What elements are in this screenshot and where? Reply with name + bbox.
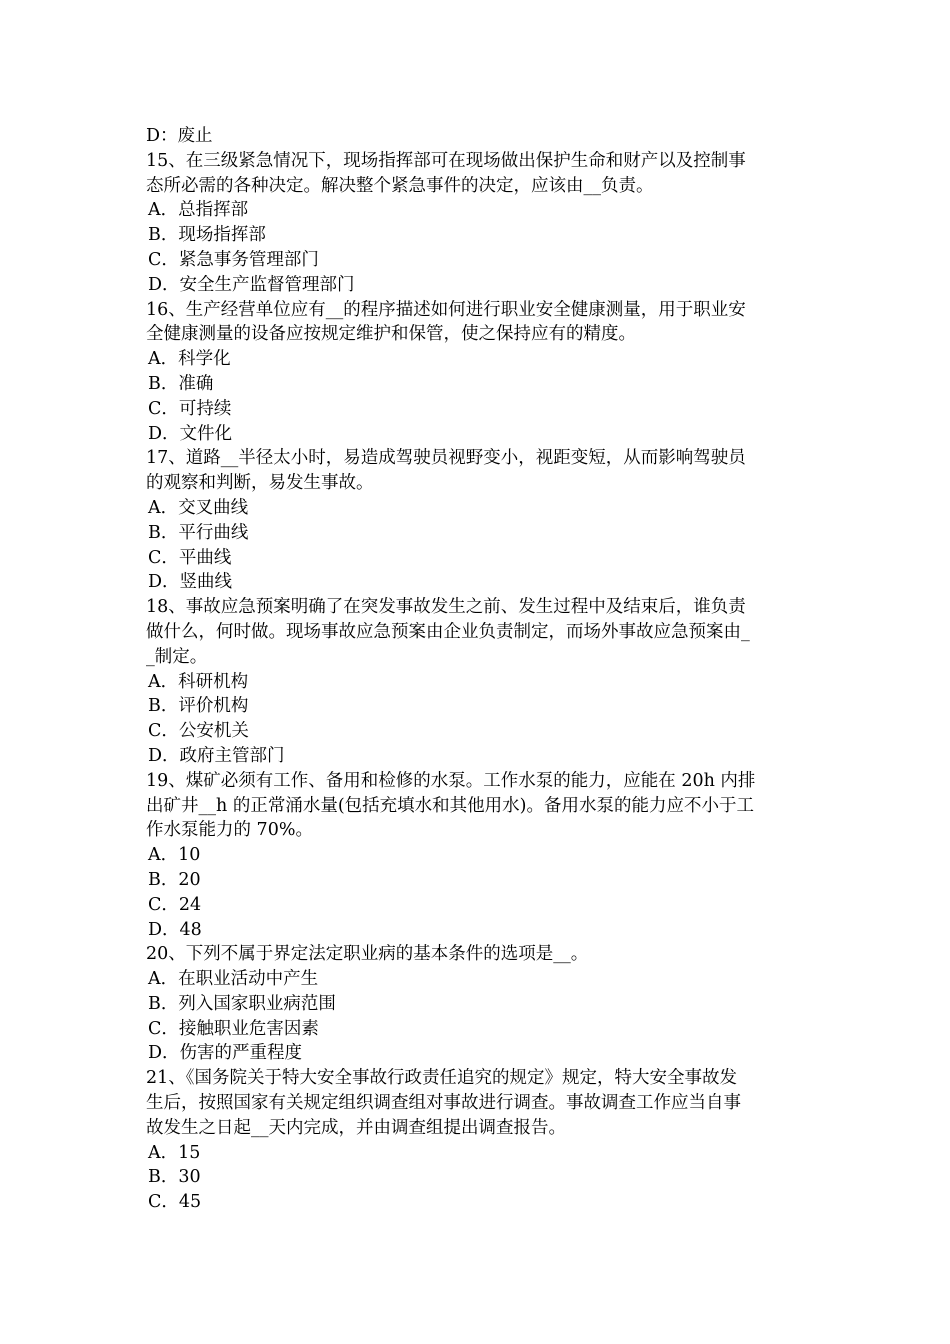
option-b: B．评价机构 — [148, 696, 249, 717]
option-a: A．总指挥部 — [148, 200, 249, 221]
option-d: D．48 — [148, 919, 202, 940]
question-18 — [146, 595, 810, 769]
question-text-line: 全健康测量的设备应按规定维护和保管，使之保持应有的精度。 — [146, 324, 636, 345]
option-c: C．24 — [148, 894, 202, 915]
question-text-line: 的观察和判断，易发生事故。 — [146, 473, 374, 494]
question-text-line: 生后，按照国家有关规定组织调查组对事故进行调查。事故调查工作应当自事 — [146, 1093, 741, 1114]
option-d: D．文件化 — [148, 423, 233, 444]
question-21 — [146, 1066, 810, 1215]
option-a: A．15 — [148, 1142, 201, 1163]
option-c: C．平曲线 — [148, 547, 232, 568]
option-a: A．10 — [148, 845, 201, 866]
option-c: C．45 — [148, 1192, 202, 1213]
question-text-line: 出矿井__h 的正常涌水量(包括充填水和其他用水)。备用水泵的能力应不小于工 — [146, 795, 754, 816]
question-text-line: 20、下列不属于界定法定职业病的基本条件的选项是__。 — [146, 944, 589, 965]
question-text-line: 做什么，何时做。现场事故应急预案由企业负责制定，而场外事故应急预案由_ — [146, 621, 750, 642]
previous-option: D：废止 — [146, 126, 213, 146]
option-c: C．公安机关 — [148, 721, 249, 742]
question-text-line: 18、事故应急预案明确了在突发事故发生之前、发生过程中及结束后，谁负责 — [146, 597, 746, 618]
option-b: B．列入国家职业病范围 — [148, 993, 336, 1014]
option-a: A．科学化 — [148, 349, 231, 370]
question-text-line: _制定。 — [146, 646, 208, 667]
option-d: D．伤害的严重程度 — [148, 1043, 303, 1064]
option-b: B．准确 — [148, 373, 214, 394]
option-d: D．竖曲线 — [148, 572, 233, 593]
question-20 — [146, 942, 810, 1066]
question-text-line: 21、《国务院关于特大安全事故行政责任追究的规定》规定，特大安全事故发 — [146, 1068, 738, 1089]
question-text-line: 作水泵能力的 70%。 — [146, 820, 313, 841]
option-a: A．科研机构 — [148, 671, 249, 692]
question-15 — [146, 149, 810, 298]
option-c: C．紧急事务管理部门 — [148, 249, 319, 270]
question-16 — [146, 298, 810, 447]
option-b: B．30 — [148, 1167, 201, 1188]
option-b: B．平行曲线 — [148, 522, 249, 543]
question-text-line: 16、生产经营单位应有__的程序描述如何进行职业安全健康测量，用于职业安 — [146, 299, 746, 320]
question-text-line: 态所必需的各种决定。解决整个紧急事件的决定，应该由__负责。 — [146, 175, 654, 196]
question-text-line: 19、煤矿必须有工作、备用和检修的水泵。工作水泵的能力，应能在 20h 内排 — [146, 770, 756, 791]
question-text-line: 15、在三级紧急情况下，现场指挥部可在现场做出保护生命和财产以及控制事 — [146, 150, 746, 171]
option-b: B．现场指挥部 — [148, 225, 266, 246]
option-a: A．交叉曲线 — [148, 497, 249, 518]
option-c: C．可持续 — [148, 398, 232, 419]
option-d: D．安全生产监督管理部门 — [148, 274, 355, 295]
option-b: B．20 — [148, 869, 201, 890]
question-text-line: 17、道路__半径太小时，易造成驾驶员视野变小，视距变短，从而影响驾驶员 — [146, 448, 746, 469]
question-19 — [146, 769, 810, 943]
option-a: A．在职业活动中产生 — [148, 969, 319, 990]
question-text-line: 故发生之日起__天内完成，并由调查组提出调查报告。 — [146, 1117, 566, 1138]
option-c: C．接触职业危害因素 — [148, 1018, 319, 1039]
option-d: D．政府主管部门 — [148, 745, 285, 766]
document-page — [146, 124, 810, 1215]
question-17 — [146, 446, 810, 595]
